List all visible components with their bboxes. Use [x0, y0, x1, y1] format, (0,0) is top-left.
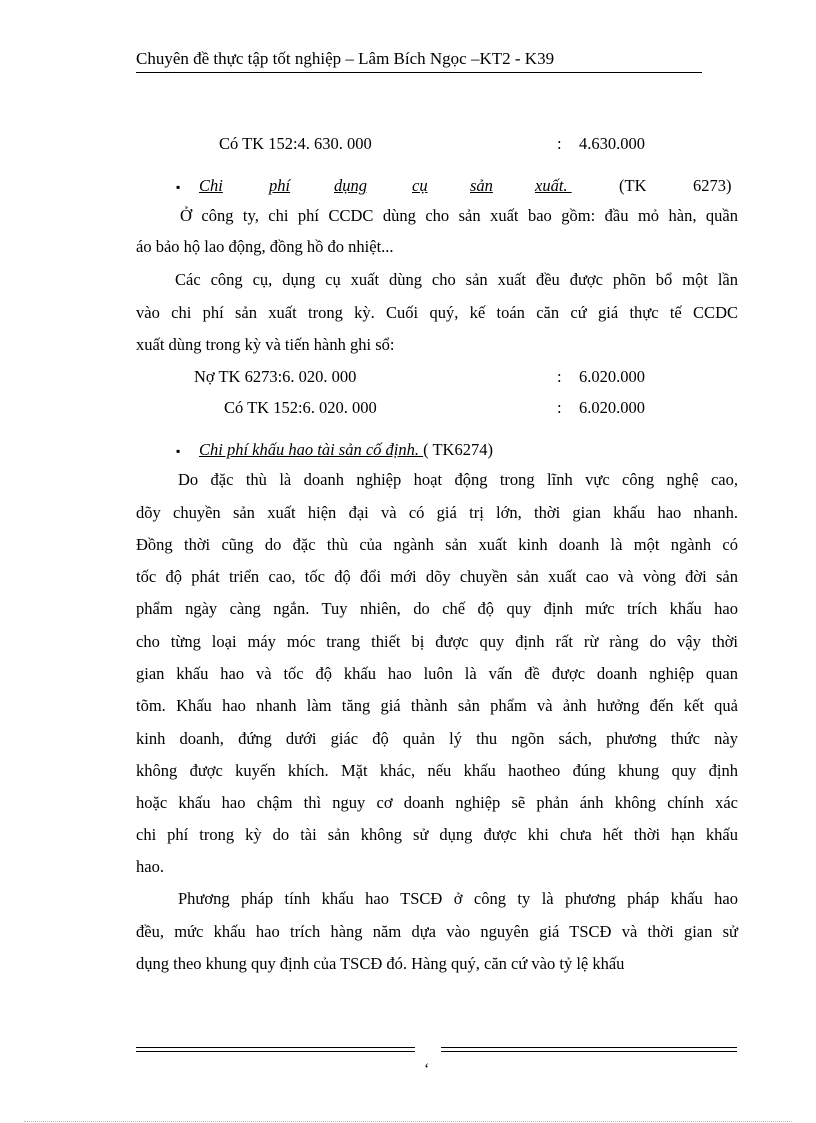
paragraph-line: Do đặc thù là doanh nghiệp hoạt động trong lĩnh vực công nghệ cao, [178, 470, 738, 489]
entry-debit-6273-label: Nợ TK 6273:6. 020. 000 [194, 367, 357, 386]
entry-colon: : [557, 398, 562, 417]
paragraph-line: Phương pháp tính khấu hao TSCĐ ở công ty là phương pháp khấu hao [178, 889, 738, 908]
paragraph-line: chi phí trong kỳ do tài sản không sử dụng được khi chưa hết thời hạn khấu [136, 825, 738, 844]
heading-tk-code: 6273) [693, 176, 732, 195]
paragraph-line: đều, mức khấu hao trích hàng năm dựa vào nguyên giá TSCĐ và thời gian sử [136, 922, 738, 941]
paragraph-line: dụng theo khung quy định của TSCĐ đó. Hàng quý, căn cứ vào tỷ lệ khấu [136, 954, 625, 973]
heading-word: sản [470, 176, 493, 195]
heading-word: Chi [199, 176, 223, 195]
footer-divider-right [441, 1047, 737, 1052]
entry-amount: 4.630.000 [579, 134, 645, 153]
heading-tk-code: ( TK6274) [423, 440, 493, 459]
bullet-icon: ▪ [176, 180, 181, 194]
paragraph-line: Các công cụ, dụng cụ xuất dùng cho sản xuất đều được phõn bổ một lần [175, 270, 738, 289]
page-edge-dots [24, 1121, 792, 1122]
entry-credit-152-label: Có TK 152:4. 630. 000 [219, 134, 372, 153]
paragraph-line: gian khấu hao và tốc độ khấu hao luôn là vấn đề được doanh nghiệp quan [136, 664, 738, 683]
paragraph-line: không được kuyến khích. Mặt khác, nếu khấu haotheo đúng khung quy định [136, 761, 738, 780]
page-header-title: Chuyên đề thực tập tốt nghiệp – Lâm Bích Ngọc –KT2 - K39 [136, 49, 555, 68]
heading-text: Chi phí khấu hao tài sản cố định. [199, 440, 424, 459]
entry-colon: : [557, 134, 562, 153]
entry-amount: 6.020.000 [579, 398, 645, 417]
paragraph-line: hoặc khấu hao chậm thì nguy cơ doanh nghiệp sẽ phản ánh không chính xác [136, 793, 738, 812]
paragraph-line: cho từng loại máy móc trang thiết bị được quy định rất rừ ràng do vậy thời [136, 632, 738, 651]
paragraph-line: tõm. Khấu hao nhanh làm tăng giá thành sản phẩm và ảnh hưởng đến kết quả [136, 696, 738, 715]
header-divider [136, 72, 702, 73]
entry-amount: 6.020.000 [579, 367, 645, 386]
paragraph-line: Đồng thời cũng do đặc thù của ngành sản xuất kinh doanh là một ngành có [136, 535, 738, 554]
paragraph-line: xuất dùng trong kỳ và tiến hành ghi sổ: [136, 335, 395, 354]
footer-divider-left [136, 1047, 415, 1052]
entry-colon: : [557, 367, 562, 386]
paragraph-line: vào chi phí sản xuất trong kỳ. Cuối quý, kế toán căn cứ giá thực tế CCDC [136, 303, 738, 322]
entry-credit-152-label: Có TK 152:6. 020. 000 [224, 398, 377, 417]
paragraph-line: dõy chuyền sản xuất hiện đại và có giá trị lớn, thời gian khấu hao nhanh. [136, 503, 738, 522]
paragraph-line: phẩm ngày càng ngắn. Tuy nhiên, do chế độ quy định mức trích khấu hao [136, 599, 738, 618]
bullet-icon: ▪ [176, 444, 181, 458]
paragraph-line: Ở công ty, chi phí CCDC dùng cho sản xuất bao gồm: đầu mỏ hàn, quần [180, 206, 738, 225]
heading-tk-prefix: (TK [619, 176, 647, 195]
heading-word: cụ [412, 176, 428, 195]
page-number: ʻ [424, 1061, 430, 1078]
paragraph-line: hao. [136, 857, 164, 876]
heading-word: phí [269, 176, 291, 195]
heading-word: dụng [334, 176, 367, 195]
section-heading-depreciation [199, 440, 493, 460]
heading-word: xuất. [535, 176, 568, 195]
paragraph-line: kinh doanh, đứng dưới giác độ quản lý thu ngõn sách, phương thức này [136, 729, 738, 748]
paragraph-line: áo bảo hộ lao động, đồng hồ đo nhiệt... [136, 237, 394, 256]
paragraph-line: tốc độ phát triển cao, tốc độ đổi mới dõy chuyền sản xuất cao và vòng đời sản [136, 567, 738, 586]
